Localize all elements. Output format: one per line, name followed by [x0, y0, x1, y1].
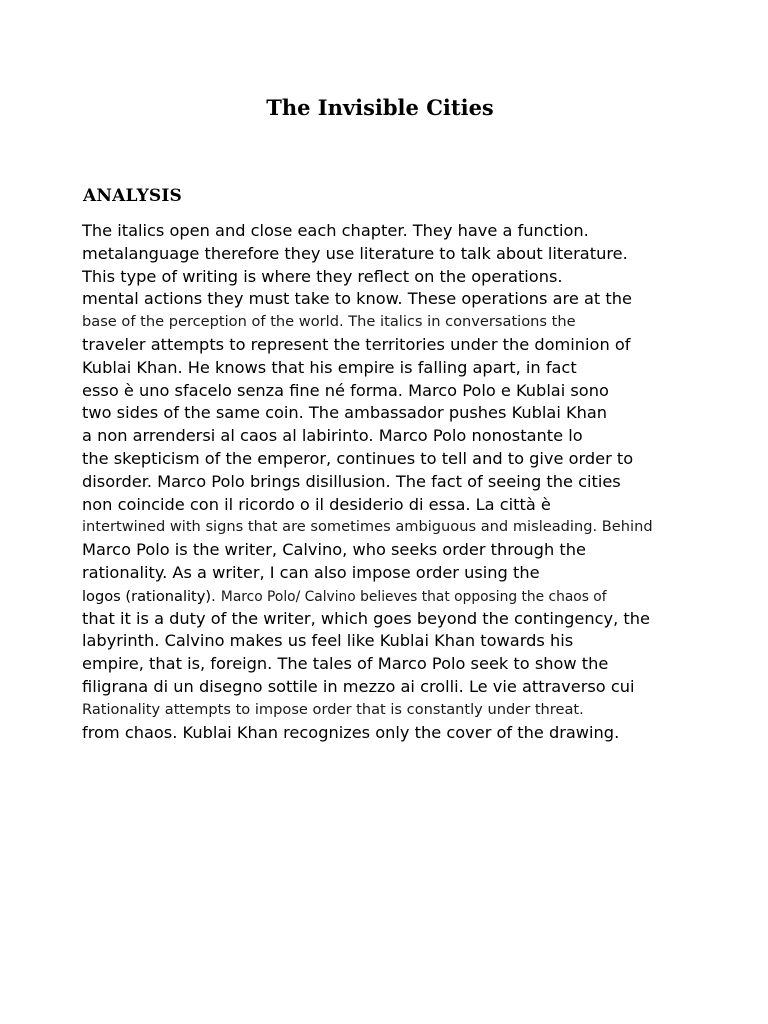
text-line: The italics open and close each chapter. They have a function. — [82, 221, 589, 240]
text-line-part: Marco Polo/ Calvino believes that opposing the chaos of — [220, 588, 607, 605]
text-line: rationality. As a writer, I can also impose order using the — [82, 562, 540, 582]
text-line: mental actions they must take to know. These operations are at the — [82, 289, 632, 309]
text-line-part: logos (rationality). — [82, 587, 216, 605]
text-line: that it is a duty of the writer, which goes beyond the contingency, the — [82, 608, 650, 628]
text-line: filigrana di un disegno sottile in mezzo ai crolli. Le vie attraverso cui — [82, 676, 635, 696]
text-line: Marco Polo is the writer, Calvino, who seeks order through the — [82, 540, 586, 560]
text-line: metalanguage therefore they use literature to talk about literature. — [82, 243, 628, 263]
text-line: Rationality attempts to impose order that is constantly under threat. — [82, 700, 584, 718]
text-line: a non arrendersi al caos al labirinto. Marco Polo nonostante lo — [82, 426, 583, 446]
text-line: intertwined with signs that are sometimes ambiguous and misleading. Behind — [82, 518, 653, 536]
text-line: non coincide con il ricordo o il desiderio di essa. La città è — [82, 494, 551, 514]
text-line: labyrinth. Calvino makes us feel like Kublai Khan towards his — [82, 631, 574, 651]
text-line: empire, that is, foreign. The tales of Marco Polo seek to show the — [82, 654, 609, 674]
text-line: esso è uno sfacelo senza fine né forma. Marco Polo e Kublai sono — [82, 380, 609, 400]
document-title: The Invisible Cities — [266, 95, 494, 120]
text-line: two sides of the same coin. The ambassador pushes Kublai Khan — [82, 403, 608, 423]
text-line: This type of writing is where they reflect on the operations. — [82, 266, 563, 286]
section-heading-analysis: ANALYSIS — [83, 186, 183, 206]
text-line: the skepticism of the emperor, continues to tell and to give order to — [82, 448, 634, 468]
text-line: Kublai Khan. He knows that his empire is falling apart, in fact — [82, 357, 577, 377]
text-line: base of the perception of the world. The italics in conversations the — [82, 313, 576, 331]
text-line: traveler attempts to represent the territories under the dominion of — [82, 334, 631, 354]
text-line-logos — [82, 585, 762, 608]
text-line: from chaos. Kublai Khan recognizes only the cover of the drawing. — [82, 722, 620, 742]
text-line: disorder. Marco Polo brings disillusion. The fact of seeing the cities — [82, 471, 621, 491]
analysis-body-text — [82, 220, 762, 744]
